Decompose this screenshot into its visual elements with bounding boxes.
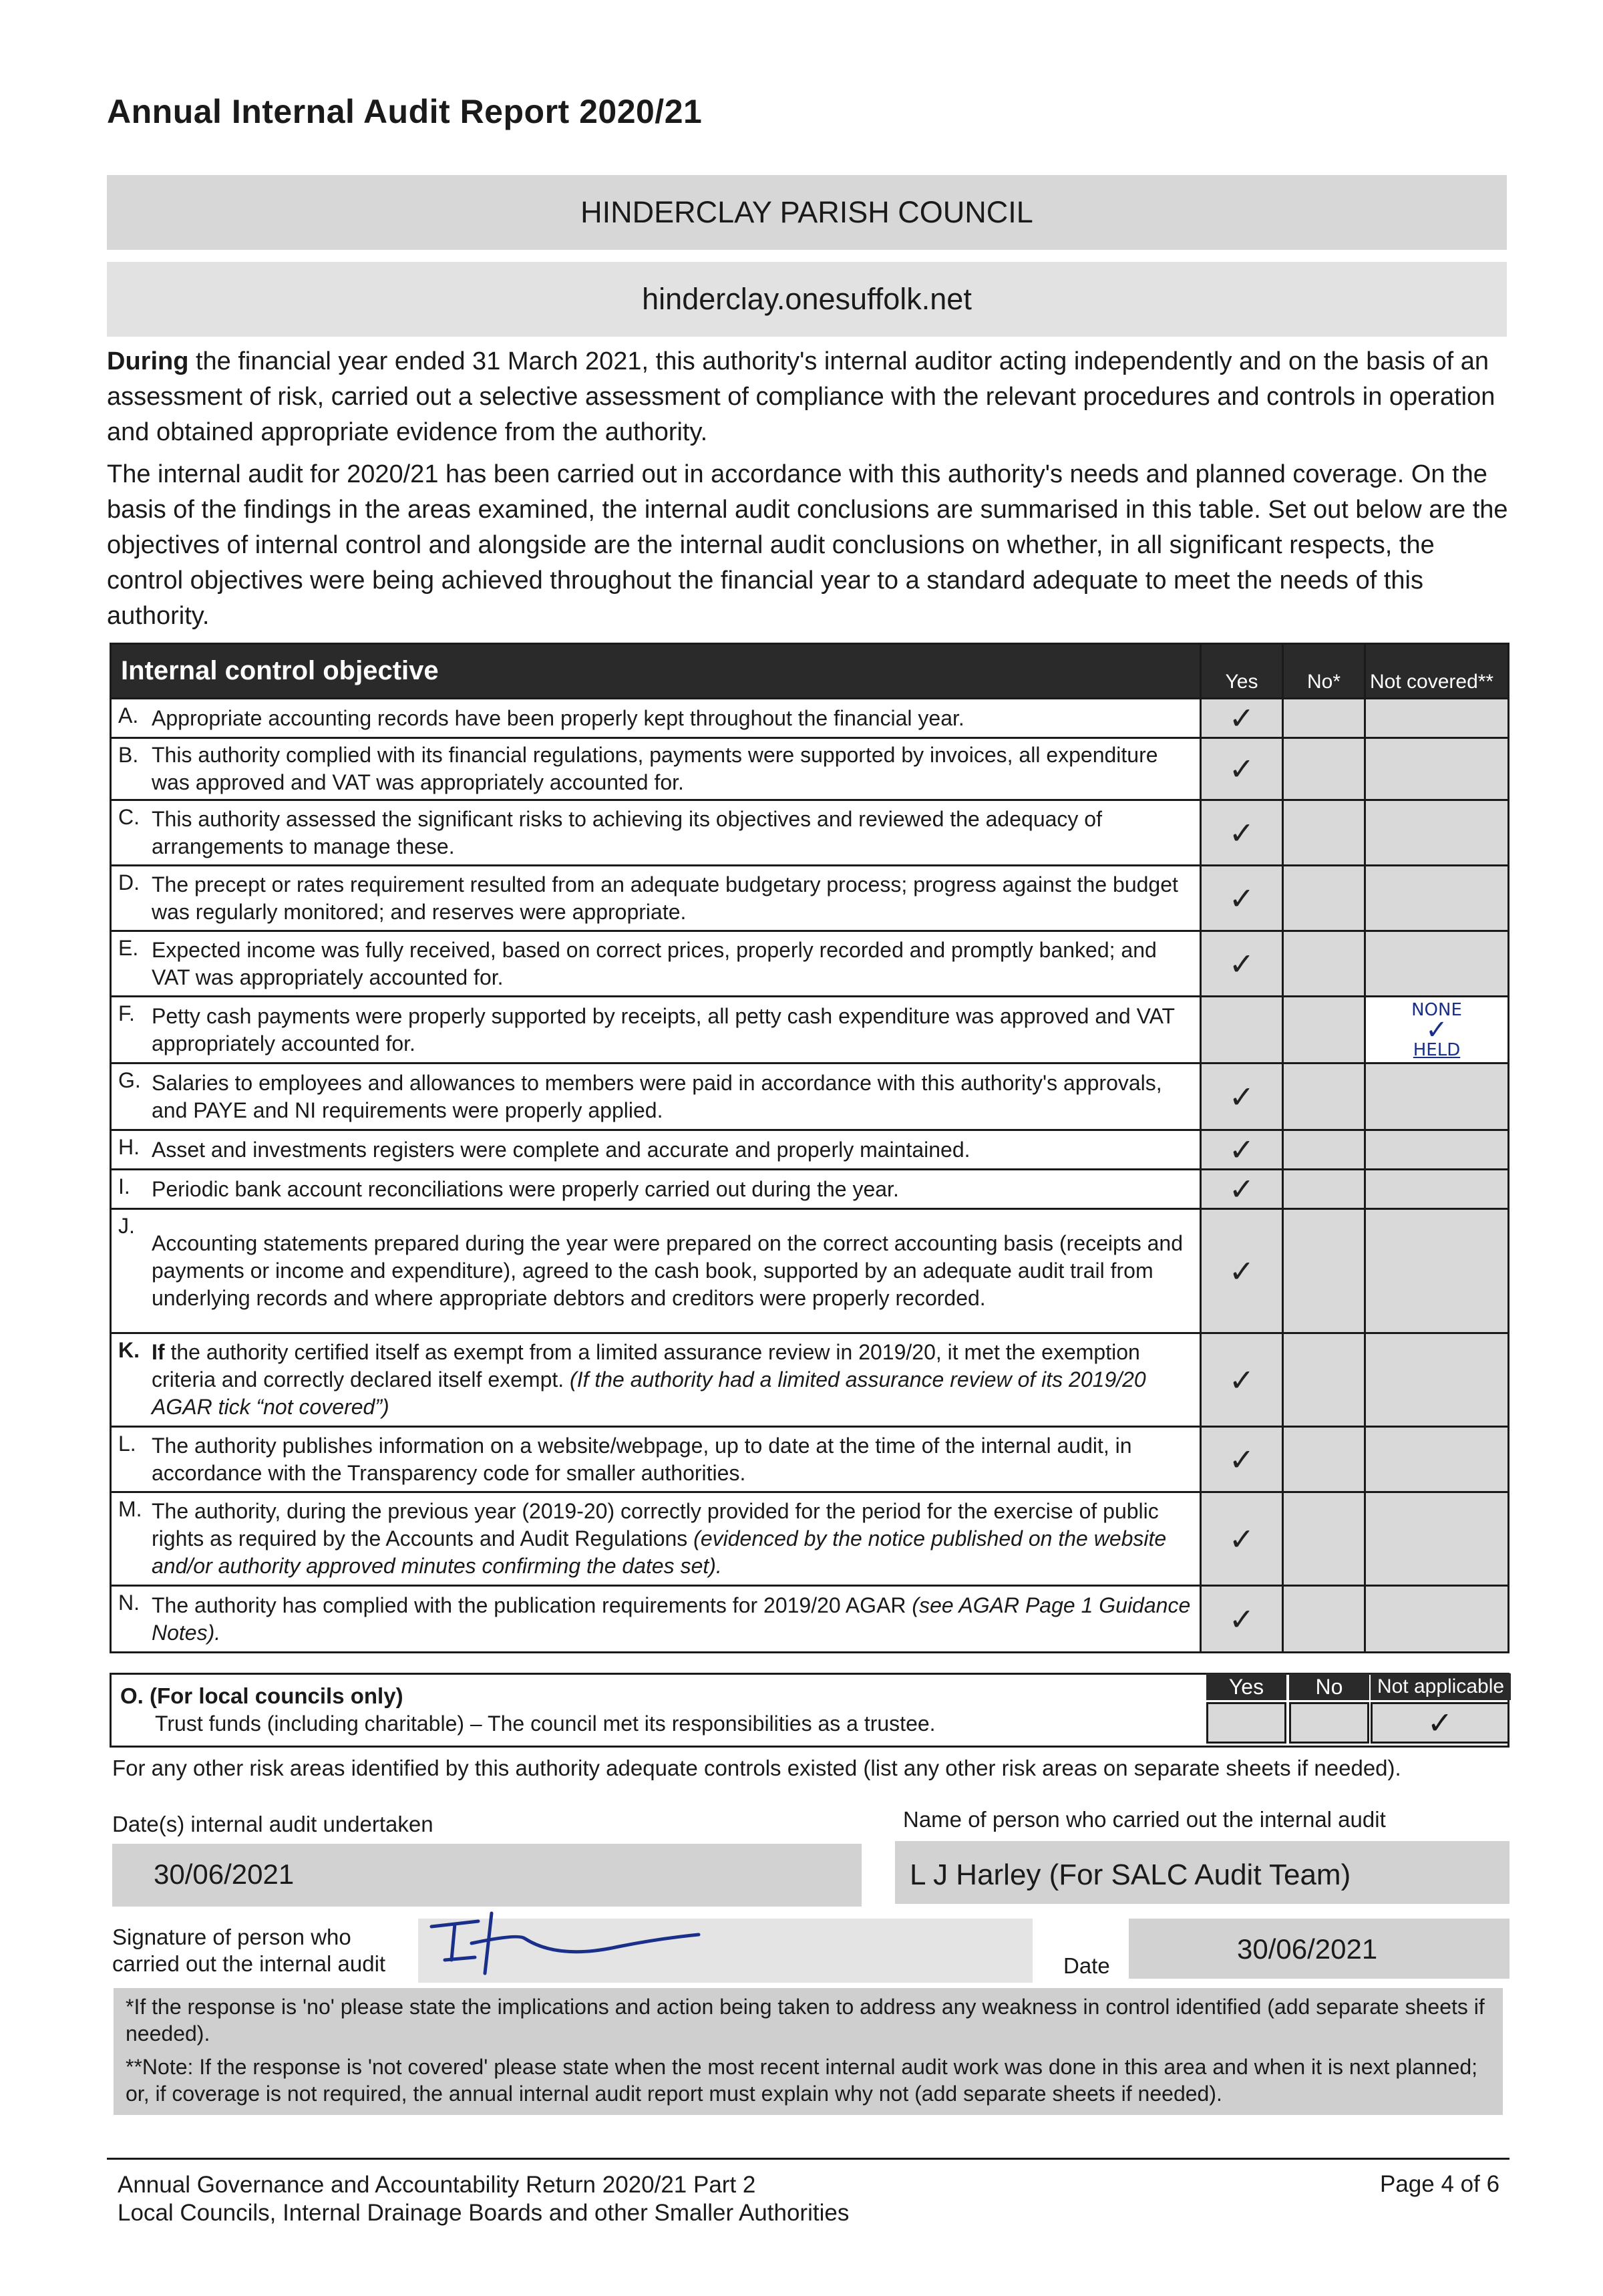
no-checkbox[interactable] — [1283, 800, 1365, 866]
row-o-label: O. (For local councils only) — [120, 1683, 403, 1708]
yes-checkbox[interactable]: ✓ — [1201, 738, 1283, 800]
row-text-italic: (see AGAR Page 1 Guidance Notes). — [152, 1593, 1191, 1645]
objective-text — [111, 699, 1201, 738]
row-text: This authority assessed the significant risks to achieving its objectives and reviewed the adequacy of arrangements to manage these. — [152, 806, 1102, 858]
note-no: *If the response is 'no' please state the implications and action being taken to address any weakness in control identified (add separate sheets if needed). — [126, 1995, 1485, 2045]
row-text: Accounting statements prepared during the year were prepared on the correct accounting basis (receipts and payments or income and expenditure), agreed to the cash book, supported by an adequate audit trail from underlying records and where appropriate debtors and creditors were properly recorded. — [152, 1231, 1183, 1310]
row-text: This authority complied with its financial regulations, payments were supported by invoices, all expenditure was approved and VAT was appropriately accounted for. — [152, 743, 1158, 794]
row-text: Salaries to employees and allowances to members were paid in accordance with this authority's approvals, and PAYE and NI requirements were properly applied. — [152, 1070, 1162, 1122]
other-risk-text: For any other risk areas identified by this authority adequate controls existed (list any other risk areas on separate sheets if needed). — [112, 1756, 1401, 1780]
date-field[interactable] — [112, 1844, 862, 1907]
row-text-italic: (If the authority had a limited assurance review of its 2019/20 AGAR tick “not covered”) — [152, 1367, 1146, 1419]
table-row — [111, 1130, 1509, 1170]
not-covered-checkbox[interactable] — [1365, 1333, 1509, 1427]
objective-text — [111, 1209, 1201, 1333]
objective-text — [111, 1427, 1201, 1492]
table-row — [111, 931, 1509, 997]
table-row — [111, 1063, 1509, 1130]
row-text: Asset and investments registers were complete and accurate and properly maintained. — [152, 1137, 970, 1162]
internal-control-table — [110, 643, 1509, 1653]
no-checkbox[interactable] — [1283, 738, 1365, 800]
footer-line-2: Local Councils, Internal Drainage Boards and other Smaller Authorities — [118, 2200, 850, 2226]
table-row — [111, 1170, 1509, 1209]
no-checkbox[interactable] — [1283, 1170, 1365, 1209]
row-text-italic: (evidenced by the notice published on the website and/or authority approved minutes confirming the dates set). — [152, 1526, 1167, 1578]
page-number: Page 4 of 6 — [1380, 2171, 1500, 2197]
footer-divider — [107, 2158, 1509, 2160]
intro-paragraph-1 — [107, 344, 1509, 450]
auditor-name-field[interactable] — [895, 1841, 1509, 1904]
date2-field[interactable] — [1129, 1919, 1509, 1979]
table-row — [111, 699, 1509, 738]
row-text: Periodic bank account reconciliations were properly carried out during the year. — [152, 1176, 899, 1201]
header-not-covered: Not covered** — [1365, 644, 1509, 699]
objective-text — [111, 1333, 1201, 1427]
not-covered-checkbox[interactable] — [1365, 738, 1509, 800]
row-text: Petty cash payments were properly supported by receipts, all petty cash expenditure was approved and VAT appropriately accounted for. — [152, 1003, 1175, 1055]
date2-value: 30/06/2021 — [1237, 1933, 1378, 1965]
not-covered-checkbox[interactable] — [1365, 866, 1509, 931]
no-checkbox[interactable] — [1283, 997, 1365, 1063]
handwriting-none: NONE — [1411, 999, 1462, 1020]
not-covered-checkbox[interactable] — [1365, 1209, 1509, 1333]
objective-text — [111, 800, 1201, 866]
row-o-header-yes: Yes — [1206, 1673, 1286, 1700]
yes-checkbox[interactable]: ✓ — [1201, 1492, 1283, 1586]
yes-checkbox[interactable]: ✓ — [1201, 1333, 1283, 1427]
signature-label-line-2: carried out the internal audit — [112, 1951, 386, 1976]
row-text: The precept or rates requirement resulted from an adequate budgetary process; progress against the budget was regularly monitored; and reserves were appropriate. — [152, 872, 1178, 924]
row-letter: H. — [118, 1135, 140, 1159]
table-row — [111, 1209, 1509, 1333]
table-row — [111, 866, 1509, 931]
no-checkbox[interactable] — [1283, 1209, 1365, 1333]
authority-name-field[interactable]: HINDERCLAY PARISH COUNCIL — [107, 175, 1507, 250]
row-letter: B. — [118, 743, 139, 767]
yes-checkbox[interactable]: ✓ — [1201, 866, 1283, 931]
no-checkbox[interactable] — [1283, 1063, 1365, 1130]
no-checkbox[interactable] — [1283, 699, 1365, 738]
row-letter: J. — [118, 1214, 135, 1238]
date-value: 30/06/2021 — [154, 1858, 295, 1890]
objective-text — [111, 1170, 1201, 1209]
footer-line-1: Annual Governance and Accountability Return 2020/21 Part 2 — [118, 2172, 756, 2198]
row-letter: N. — [118, 1591, 140, 1615]
auditor-name-value: L J Harley (For SALC Audit Team) — [910, 1858, 1351, 1891]
row-letter: G. — [118, 1068, 141, 1092]
signature-field[interactable] — [418, 1919, 1033, 1983]
header-no: No* — [1283, 644, 1365, 699]
row-o-text: Trust funds (including charitable) – The council met its responsibilities as a trustee. — [155, 1711, 936, 1736]
date2-label: Date — [1063, 1953, 1110, 1978]
row-text: Appropriate accounting records have been properly kept throughout the financial year. — [152, 705, 964, 730]
handwritten-tick: ✓ — [1425, 1014, 1448, 1045]
no-checkbox[interactable] — [1283, 1586, 1365, 1653]
signature-label — [112, 1924, 385, 1977]
intro-p1-text: the financial year ended 31 March 2021, this authority's internal auditor acting independently and on the basis of an assessment of risk, carried out a selective assessment of compliance with the relevant procedures and controls in operation and obtained appropriate evidence from the authority. — [107, 347, 1495, 446]
not-covered-checkbox[interactable] — [1365, 997, 1509, 1063]
no-checkbox[interactable] — [1283, 1333, 1365, 1427]
row-text-bold: If — [152, 1340, 165, 1364]
not-covered-checkbox[interactable] — [1365, 1063, 1509, 1130]
yes-checkbox[interactable]: ✓ — [1201, 1586, 1283, 1653]
no-checkbox[interactable] — [1283, 1427, 1365, 1492]
yes-checkbox[interactable]: ✓ — [1201, 931, 1283, 997]
table-row — [111, 1492, 1509, 1586]
notes-box — [114, 1988, 1503, 2115]
table-row — [111, 997, 1509, 1063]
row-letter: F. — [118, 1001, 135, 1025]
signature-image — [418, 1907, 765, 1980]
intro-paragraph-2: The internal audit for 2020/21 has been carried out in accordance with this authority's needs and planned coverage. On the basis of the findings in the areas examined, the internal audit conclusions are summarised in this table. Set out below are the objectives of internal control and alongside are the internal audit conclusions on whether, in all significant respects, the control objectives were being achieved throughout the financial year to a standard adequate to meet the needs of this authority. — [107, 460, 1508, 630]
not-covered-checkbox[interactable] — [1365, 699, 1509, 738]
objective-text — [111, 997, 1201, 1063]
header-objective: Internal control objective — [111, 644, 1201, 699]
row-letter: I. — [118, 1174, 130, 1198]
not-covered-checkbox[interactable] — [1365, 1130, 1509, 1170]
handwriting-held: HELD — [1413, 1039, 1461, 1060]
row-letter: A. — [118, 703, 139, 727]
not-covered-checkbox[interactable] — [1365, 1427, 1509, 1492]
row-text: the authority certified itself as exempt from a limited assurance review in 2019/20, it met the exemption criteria and correctly declared itself exempt. — [152, 1340, 1140, 1391]
row-o-header-na: Not applicable — [1371, 1673, 1511, 1700]
row-o-yes-checkbox[interactable] — [1206, 1702, 1286, 1744]
table-row — [111, 738, 1509, 800]
objective-text — [111, 866, 1201, 931]
yes-checkbox[interactable]: ✓ — [1201, 1063, 1283, 1130]
row-o-header-no: No — [1289, 1673, 1369, 1700]
yes-checkbox[interactable]: ✓ — [1201, 1170, 1283, 1209]
yes-checkbox[interactable]: ✓ — [1201, 800, 1283, 866]
no-checkbox[interactable] — [1283, 1492, 1365, 1586]
row-letter: D. — [118, 870, 140, 894]
table-row — [111, 1586, 1509, 1653]
authority-website-field[interactable]: hinderclay.onesuffolk.net — [107, 262, 1507, 337]
yes-checkbox[interactable]: ✓ — [1201, 699, 1283, 738]
not-covered-checkbox[interactable] — [1365, 800, 1509, 866]
yes-checkbox[interactable]: ✓ — [1201, 1427, 1283, 1492]
row-letter: E. — [118, 936, 139, 960]
table-row — [111, 1427, 1509, 1492]
row-text: The authority, during the previous year (2019-20) correctly provided for the period for the exercise of public rights as required by the Accounts and Audit Regulations — [152, 1499, 1159, 1550]
note-not-covered: **Note: If the response is 'not covered' please state when the most recent internal audit work was done in this area and when it is next planned; or, if coverage is not required, the annual internal audit report must explain why not (add separate sheets if needed). — [126, 2055, 1478, 2106]
objective-text — [111, 931, 1201, 997]
row-letter: C. — [118, 805, 140, 829]
row-letter: M. — [118, 1497, 142, 1521]
not-covered-checkbox[interactable] — [1365, 1492, 1509, 1586]
objective-text — [111, 1130, 1201, 1170]
objective-text — [111, 1492, 1201, 1586]
objective-text — [111, 738, 1201, 800]
row-o-na-checkbox[interactable]: ✓ — [1371, 1702, 1509, 1744]
not-covered-checkbox[interactable] — [1365, 1170, 1509, 1209]
signature-label-line-1: Signature of person who — [112, 1925, 351, 1949]
yes-checkbox[interactable] — [1201, 997, 1283, 1063]
row-letter: L. — [118, 1432, 136, 1456]
no-checkbox[interactable] — [1283, 866, 1365, 931]
header-yes: Yes — [1201, 644, 1283, 699]
name-label: Name of person who carried out the internal audit — [903, 1807, 1386, 1832]
yes-checkbox[interactable]: ✓ — [1201, 1130, 1283, 1170]
no-checkbox[interactable] — [1283, 931, 1365, 997]
intro-bold-word: During — [107, 347, 189, 375]
row-text: The authority has complied with the publication requirements for 2019/20 AGAR — [152, 1593, 912, 1617]
row-letter: K. — [118, 1338, 140, 1362]
table-row — [111, 800, 1509, 866]
objective-text — [111, 1063, 1201, 1130]
table-row — [111, 1333, 1509, 1427]
yes-checkbox[interactable]: ✓ — [1201, 1209, 1283, 1333]
not-covered-checkbox[interactable] — [1365, 931, 1509, 997]
footer-text — [118, 2171, 849, 2227]
row-text: Expected income was fully received, based on correct prices, properly recorded and promptly banked; and VAT was appropriately accounted for. — [152, 937, 1157, 989]
date-label: Date(s) internal audit undertaken — [112, 1812, 433, 1836]
not-covered-checkbox[interactable] — [1365, 1586, 1509, 1653]
page-title: Annual Internal Audit Report 2020/21 — [107, 93, 703, 130]
objective-text — [111, 1586, 1201, 1653]
no-checkbox[interactable] — [1283, 1130, 1365, 1170]
row-text: The authority publishes information on a website/webpage, up to date at the time of the internal audit, in accordance with the Transparency code for smaller authorities. — [152, 1433, 1132, 1485]
row-o-no-checkbox[interactable] — [1289, 1702, 1369, 1744]
